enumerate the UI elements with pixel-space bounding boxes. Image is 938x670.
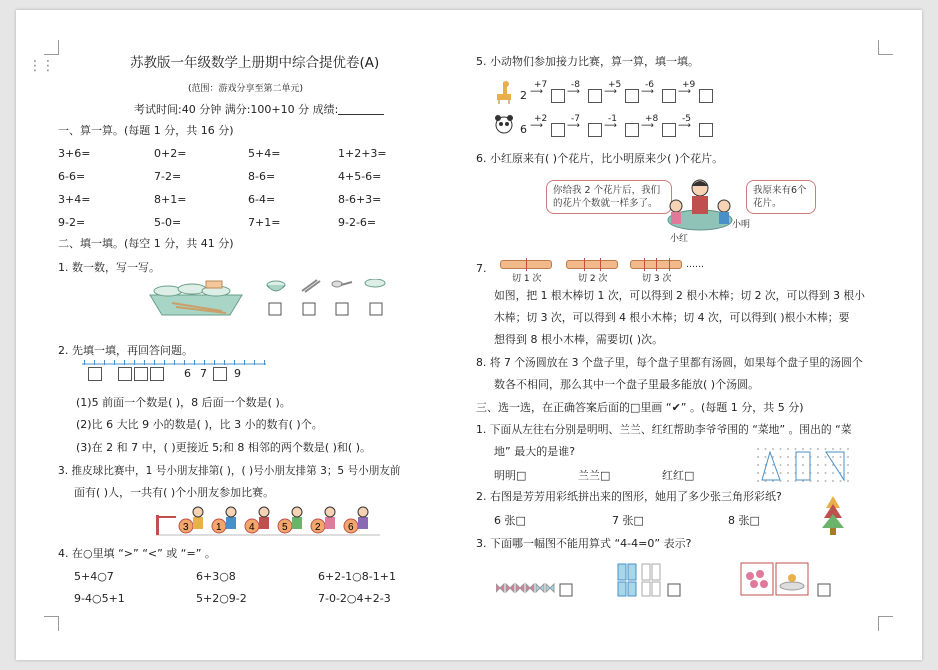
answer-box[interactable] [588,123,602,137]
calc-problem[interactable]: 3+6= [58,147,91,160]
child-number: 5 [282,522,288,533]
q2-sub-1: (1)5 前面一个数是( )，8 后面一个数是( )。 [76,396,291,409]
compare-item[interactable]: 6+3○8 [196,570,236,583]
answer-box[interactable] [134,367,148,381]
ruler-tick [224,360,225,365]
section2-heading: 二、填一填。(每空 1 分，共 41 分) [58,237,234,250]
answer-box[interactable] [625,89,639,103]
page-title: 苏教版一年级数学上册期中综合提优卷(A) [130,55,380,71]
cut-label: 切 3 次 [642,274,672,284]
cut-label: 切 1 次 [512,274,542,284]
grid-dot [787,464,789,466]
answer-box[interactable] [625,123,639,137]
answer-box[interactable] [118,367,132,381]
wood-stick [630,260,682,269]
bowl-icon [267,281,285,291]
answer-box[interactable] [551,89,565,103]
option-6[interactable]: 6 张□ [494,514,526,527]
giraffe-icon [494,80,514,104]
cut-mark [526,258,527,271]
child-with-ball [344,507,368,533]
child-with-ball [179,507,203,533]
cut-mark [644,258,645,271]
grid-dot [772,464,774,466]
ruler-tick [184,360,185,365]
relay-operation: -5 [682,114,691,124]
calc-problem[interactable]: 5+4= [248,147,281,160]
cut-mark [656,258,657,271]
ruler-tick [204,360,205,365]
wood-stick [500,260,552,269]
ruler-tick [134,360,135,365]
grid-dot [847,448,849,450]
q8-line1: 8. 将 7 个汤圆放在 3 个盘子里，每个盘子里都有汤圆，如果每个盘子里的汤圆个 [476,356,863,369]
q6-prompt: 6. 小红原来有( )个花片，比小明原来少( )个花片。 [476,152,724,165]
answer-box[interactable] [699,89,713,103]
calc-problem[interactable]: 3+4= [58,193,91,206]
speech-bubble-xiaohong: 你给我 2 个花片后，我们的花片个数就一样多了。 [546,180,672,214]
answer-box[interactable] [269,303,281,315]
ruler-tick [254,360,255,365]
grid-dot [817,472,819,474]
option-8[interactable]: 8 张□ [728,514,760,527]
q2-sub-3: (3)在 2 和 7 中，( )更接近 5;和 8 相邻的两个数是( )和( )。 [76,441,371,454]
ruler-tick [124,360,125,365]
tick-label: 6 [184,367,191,380]
relay-operation: -6 [645,80,654,90]
speech-bubble-xiaoming: 我原来有6个花片。 [746,180,816,214]
calc-problem[interactable]: 8-6+3= [338,193,382,206]
calc-problem[interactable]: 6-6= [58,170,86,183]
crop-mark-top-left [44,40,59,55]
ruler-tick [264,360,265,365]
grid-dot [840,448,842,450]
cups-icon [618,564,660,596]
grid-dot [825,480,827,482]
relay-start: 6 [520,123,527,136]
s3-q2: 2. 右图是芳芳用彩纸拼出来的图形，她用了多少张三角形彩纸? [476,490,782,503]
ruler-tick [94,360,95,365]
wood-stick [566,260,618,269]
relay-operation: +9 [682,80,696,90]
grid-dot [780,456,782,458]
s3-q1-line2: 地” 最大的是谁? [494,445,576,458]
answer-box[interactable] [336,303,348,315]
answer-box[interactable] [560,584,572,596]
option-7[interactable]: 7 张□ [612,514,644,527]
grid-dot [847,456,849,458]
children-at-table-illustration [662,176,738,238]
crop-mark-top-right [878,40,893,55]
exam-range: (范围：游戏分享至第二单元) [188,84,304,94]
relay-operation: -8 [571,80,580,90]
relay-operation: -7 [571,114,580,124]
grid-dot [802,472,804,474]
ruler-tick [214,360,215,365]
grid-dot [832,472,834,474]
plate-stack-icon [150,281,242,315]
answer-box[interactable] [303,303,315,315]
grid-dot [840,456,842,458]
grid-dot [817,464,819,466]
grid-dot [757,472,759,474]
grid-dot [832,456,834,458]
q1-prompt: 1. 数一数，写一写。 [58,261,160,274]
grid-dot [787,472,789,474]
q7-text-3: 想得到 8 根小木棒，需要切( )次。 [494,333,664,346]
name-xiaohong: 小红 [670,234,689,244]
grid-dot [817,456,819,458]
section1-heading: 一、算一算。(每题 1 分，共 16 分) [58,124,234,137]
compare-item[interactable]: 5+4○7 [74,570,114,583]
grid-dot [757,448,759,450]
ruler-tick [174,360,175,365]
grid-dot [787,448,789,450]
answer-box[interactable] [818,584,830,596]
answer-box[interactable] [150,367,164,381]
grid-dot [810,448,812,450]
relay-row-1 [494,80,734,106]
child-with-ball [245,507,269,533]
grid-dot [847,480,849,482]
q7-number: 7. [476,262,487,275]
panda-icon [494,114,514,136]
grid-dot [802,456,804,458]
answer-box[interactable] [668,584,680,596]
answer-box[interactable] [662,89,676,103]
compare-item[interactable]: 7-0-2○4+2-3 [318,592,391,605]
ruler-tick [244,360,245,365]
ruler-tick [154,360,155,365]
q4-prompt: 4. 在○里填 “>” “<” 或 “=” 。 [58,547,216,560]
relay-operation: +7 [534,80,548,90]
child-number: 3 [183,522,189,533]
section3-heading: 三、选一选，在正确答案后面的□里画 “✔” 。(每题 1 分，共 5 分) [476,401,804,414]
name-xiaoming: 小明 [732,220,751,230]
calc-problem[interactable]: 8-6= [248,170,276,183]
q2-sub-2: (2)比 6 大比 9 小的数是( )，比 3 小的数有( )个。 [76,418,323,431]
relay-operation: +8 [645,114,659,124]
grid-dot [780,464,782,466]
answer-box[interactable] [551,123,565,137]
answer-box[interactable] [370,303,382,315]
s3-q1-line1: 1. 下面从左往右分别是明明、兰兰、红红帮助李爷爷围的 “菜地” 。围出的 “菜 [476,423,852,436]
dot-grid-gardens [756,446,852,486]
grid-dot [832,448,834,450]
grid-dot [772,448,774,450]
ruler-tick [114,360,115,365]
chopsticks-icon [302,280,320,292]
child-with-ball [278,507,302,533]
arrow-right-icon: ⟶ [530,121,543,131]
tick-label: 9 [234,367,241,380]
calc-problem[interactable]: 5-0= [154,216,182,229]
grid-dot [780,472,782,474]
answer-option-b [616,562,686,598]
bow-icon [536,584,544,592]
child-with-ball [311,507,335,533]
answer-option-c [740,562,834,598]
compare-item[interactable]: 9-4○5+1 [74,592,125,605]
grid-dot [765,456,767,458]
answer-box[interactable] [699,123,713,137]
arrow-right-icon: ⟶ [567,87,580,97]
ellipsis: …… [686,260,704,270]
q5-prompt: 5. 小动物们参加接力比赛，算一算，填一填。 [476,55,699,68]
calc-problem[interactable]: 8+1= [154,193,187,206]
grid-dot [787,456,789,458]
option-mingming[interactable]: 明明□ [494,469,527,482]
calc-problem[interactable]: 9-2= [58,216,86,229]
calc-problem[interactable]: 7-2= [154,170,182,183]
exam-meta: 考试时间:40 分钟 满分:100+10 分 成绩: [134,103,384,117]
child-number: 6 [348,522,354,533]
answer-box[interactable] [588,89,602,103]
tableware-illustration [142,279,392,321]
q2-prompt: 2. 先填一填，再回答问题。 [58,344,193,357]
bow-icon [516,584,524,592]
q7-text-2: 木棒；切 3 次，可以得到 4 根小木棒；切 4 次，可以得到( )根小木棒；要 [494,311,850,324]
cut-label: 切 2 次 [578,274,608,284]
cut-mark [669,258,670,271]
calc-problem[interactable]: 0+2= [154,147,187,160]
grid-dot [817,448,819,450]
grid-dot [840,464,842,466]
relay-operation: +2 [534,114,548,124]
bow-icon [526,584,534,592]
grid-dot [840,480,842,482]
grid-dot [802,464,804,466]
q3-line2: 面有( )人，一共有( )个小朋友参加比赛。 [74,486,275,499]
arrow-right-icon: ⟶ [567,121,580,131]
ruler-icon [80,358,270,368]
calc-problem[interactable]: 4+5-6= [338,170,382,183]
document-page [16,10,922,660]
bow-icon [546,584,554,592]
child-number: 4 [249,522,255,533]
tick-label: 7 [200,367,207,380]
cut-mark [584,258,585,271]
arrow-right-icon: ⟶ [641,121,654,131]
arrow-right-icon: ⟶ [604,87,617,97]
plate-icon [365,279,385,287]
ruler-tick [234,360,235,365]
grid-dot [817,480,819,482]
arrow-right-icon: ⟶ [678,121,691,131]
grid-dot [772,472,774,474]
arrow-right-icon: ⟶ [530,87,543,97]
answer-option-a [496,578,576,598]
child-number: 1 [216,522,222,533]
arrow-right-icon: ⟶ [641,87,654,97]
answer-box[interactable] [88,367,102,381]
grid-dot [765,472,767,474]
calc-problem[interactable]: 9-2-6= [338,216,377,229]
bow-icon [506,584,514,592]
calc-problem[interactable]: 1+2+3= [338,147,387,160]
cut-mark [600,258,601,271]
ruler-tick [194,360,195,365]
grid-dot [795,448,797,450]
compare-item[interactable]: 5+2○9-2 [196,592,247,605]
child-with-ball [212,507,236,533]
grid-dot [825,464,827,466]
ball-race-illustration [152,505,384,537]
ruler-tick [164,360,165,365]
grid-dot [847,464,849,466]
grid-dot [757,464,759,466]
grid-dot [757,456,759,458]
spoon-icon [332,281,352,287]
crop-mark-bottom-right [878,616,893,631]
s3-q3: 3. 下面哪一幅图不能用算式 “4-4=0” 表示? [476,537,692,550]
grid-dot [780,448,782,450]
number-line [80,358,270,384]
grid-dot [847,472,849,474]
grid-dot [825,456,827,458]
drag-handle-icon[interactable]: ⋮⋮ [28,58,54,74]
bow-icon [496,584,504,592]
wood-sticks-illustration [500,256,720,284]
q8-line2: 数各不相同，那么其中一个盘子里最多能放( )个汤圆。 [494,378,760,391]
option-honghong[interactable]: 红红□ [662,469,695,482]
answer-box[interactable] [213,367,227,381]
relay-operation: -1 [608,114,617,124]
compare-item[interactable]: 6+2-1○8-1+1 [318,570,396,583]
relay-start: 2 [520,89,527,102]
ruler-tick [144,360,145,365]
grid-dot [832,480,834,482]
child-number: 2 [315,522,321,533]
paper-tree-figure [820,494,846,536]
ruler-tick [104,360,105,365]
grid-dot [825,472,827,474]
relay-row-2 [494,114,734,140]
calc-problem[interactable]: 7+1= [248,216,281,229]
relay-operation: +5 [608,80,622,90]
q7-text-1: 如图，把 1 根木棒切 1 次，可以得到 2 根小木棒；切 2 次，可以得到 3 根小 [494,289,865,302]
q3-line1: 3. 推皮球比赛中，1 号小朋友排第( )，( )号小朋友排第 3；5 号小朋友前 [58,465,401,477]
option-lanlan[interactable]: 兰兰□ [578,469,611,482]
arrow-right-icon: ⟶ [604,121,617,131]
grid-dot [765,448,767,450]
answer-box[interactable] [662,123,676,137]
score-blank[interactable] [338,103,384,115]
grid-dot [757,480,759,482]
ruler-tick [84,360,85,365]
grid-dot [802,448,804,450]
grid-dot [825,448,827,450]
crop-mark-bottom-left [44,616,59,631]
arrow-right-icon: ⟶ [678,87,691,97]
grid-dot [787,480,789,482]
calc-problem[interactable]: 6-4= [248,193,276,206]
